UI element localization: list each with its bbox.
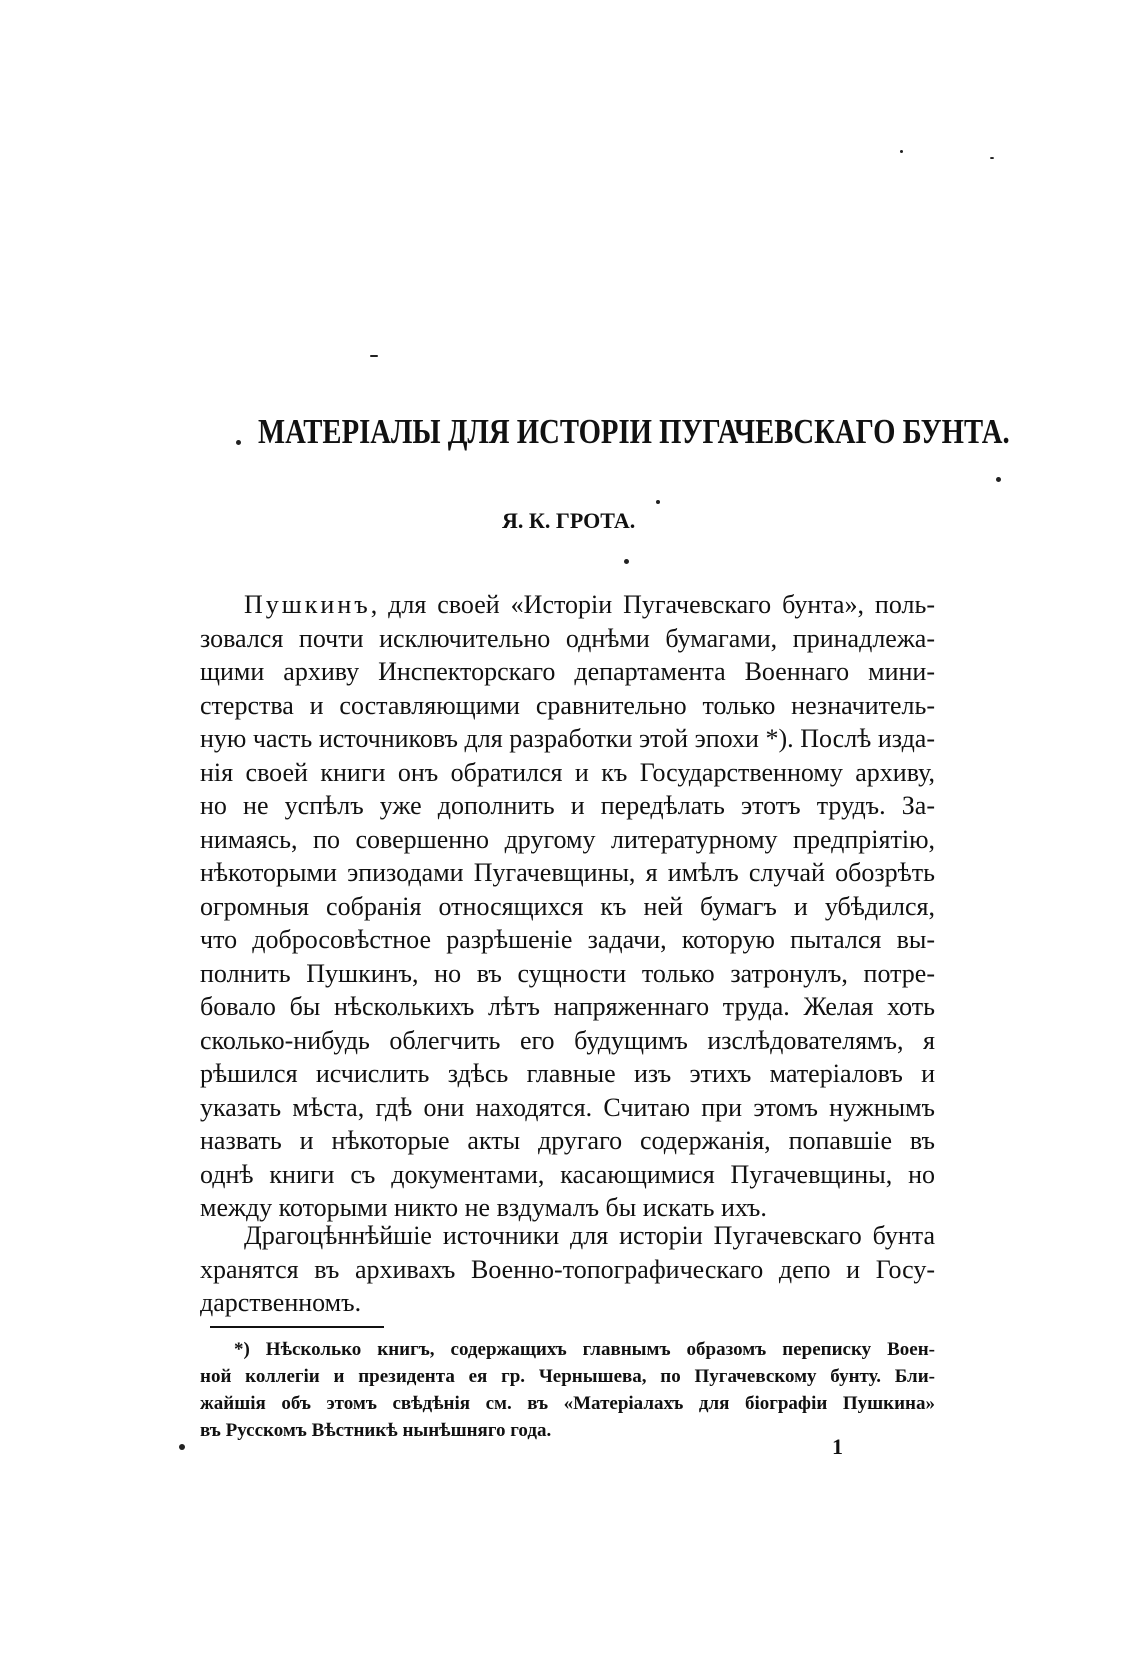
paragraph-line: стерства и составляющими сравнительно только незначитель- xyxy=(200,690,935,720)
scan-speck xyxy=(900,150,903,153)
footnote-line: *) Нѣсколько книгъ, содержащихъ главнымъ образомъ переписку Воен- xyxy=(234,1339,935,1360)
emphasized-name: Пушкинъ xyxy=(244,590,371,619)
paragraph-line: указать мѣста, гдѣ они находятся. Считаю при этомъ нужнымъ xyxy=(200,1092,935,1122)
page-number: 1 xyxy=(832,1434,843,1459)
paragraph-line: зовался почти исключительно однѣми бумагами, принадлежа- xyxy=(200,623,935,653)
footnote-divider xyxy=(210,1326,384,1328)
paragraph-line: но не успѣлъ уже дополнить и передѣлать этотъ трудъ. За- xyxy=(200,791,935,820)
footnote-line: жайшія объ этомъ свѣдѣнія см. въ «Матеріалахъ для біографіи Пушкина» xyxy=(200,1393,935,1414)
paragraph-line: бовало бы нѣсколькихъ лѣтъ напряженнаго труда. Желая хоть xyxy=(200,992,935,1021)
paragraph-line: нимаясь, по совершенно другому литературному предпріятію, xyxy=(200,824,935,854)
author-byline: Я. К. ГРОТА. xyxy=(502,508,636,533)
scan-speck xyxy=(179,1444,185,1450)
paragraph-line: полнить Пушкинъ, но въ сущности только затронулъ, потре- xyxy=(200,958,935,988)
paragraph-line: хранятся въ архивахъ Военно-топографическаго депо и Госу- xyxy=(200,1254,935,1284)
paragraph-line: огромныя собранія относящихся къ ней бумагъ и убѣдился, xyxy=(200,891,935,921)
scan-speck xyxy=(990,157,994,159)
paragraph-line: назвать и нѣкоторые акты другаго содержанія, попавшіе въ xyxy=(200,1126,935,1155)
paragraph-line: нія своей книги онъ обратился и къ Государственному архиву, xyxy=(200,757,935,787)
paragraph-line: ную часть источниковъ для разработки этой эпохи *). Послѣ изда- xyxy=(200,724,935,753)
paragraph-2 xyxy=(200,1219,935,1320)
paragraph-line: что добросовѣстное разрѣшеніе задачи, которую пытался вы- xyxy=(200,925,935,954)
paragraph-line: дарственномъ. xyxy=(200,1288,362,1317)
paragraph-line: рѣшился исчислить здѣсь главные изъ этихъ матеріаловъ и xyxy=(200,1059,935,1088)
paragraph-line: нѣкоторыми эпизодами Пугачевщины, я имѣлъ случай обозрѣть xyxy=(200,858,935,887)
article-title: МАТЕРІАЛЫ ДЛЯ ИСТОРІИ ПУГАЧЕВСКАГО БУНТА. xyxy=(258,412,1010,451)
footnote-line: ной коллегіи и президента ея гр. Чернышева, по Пугачевскому бунту. Бли- xyxy=(200,1366,935,1387)
paragraph-line: сколько-нибудь облегчить его будущимъ изслѣдователямъ, я xyxy=(200,1025,935,1055)
paragraph-line: щими архиву Инспекторскаго департамента Военнаго мини- xyxy=(200,657,935,686)
scan-speck xyxy=(370,355,378,357)
paragraph-line: однѣ книги съ документами, касающимися Пугачевщины, но xyxy=(200,1159,935,1189)
scan-speck xyxy=(236,440,241,445)
paragraph-line: Драгоцѣннѣйшіе источники для исторіи Пугачевскаго бунта xyxy=(244,1221,935,1250)
footnote xyxy=(200,1336,935,1444)
paragraph-line: Пушкинъ, для своей «Исторіи Пугачевскаго бунта», поль- xyxy=(244,590,935,619)
paragraph-line: между которыми никто не вздумалъ бы искать ихъ. xyxy=(200,1193,767,1222)
footnote-line: въ Русскомъ Вѣстникѣ нынѣшняго года. xyxy=(200,1420,552,1441)
scan-speck xyxy=(624,559,629,564)
scan-speck xyxy=(996,477,1001,482)
scan-speck xyxy=(656,500,660,504)
paragraph-1 xyxy=(200,588,935,1225)
